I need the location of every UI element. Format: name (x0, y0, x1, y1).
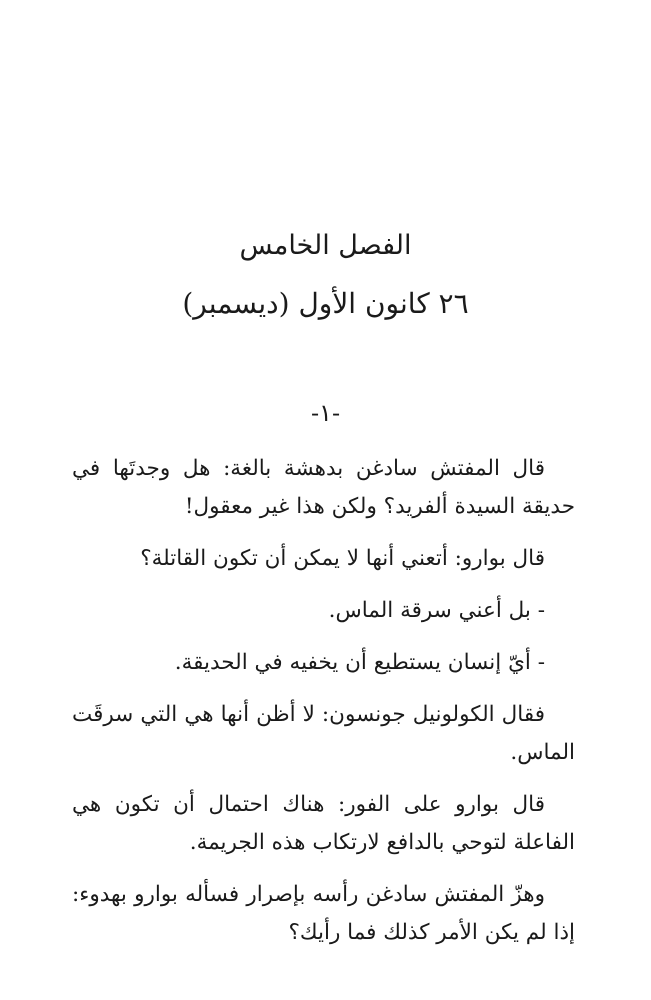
paragraph: وهزّ المفتش سادغن رأسه بإصرار فسأله بوارو بهدوء: إذا لم يكن الأمر كذلك فما رأيك؟ (72, 882, 575, 945)
paragraph: - أيّ إنسان يستطيع أن يخفيه في الحديقة. (174, 650, 545, 675)
paragraph: - بل أعني سرقة الماس. (328, 598, 545, 623)
paragraph: قال بوارو على الفور: هناك احتمال أن تكون هي الفاعلة لتوحي بالدافع لارتكاب هذه الجريمة. (72, 792, 575, 855)
section-number: -١- (310, 399, 341, 427)
body-text (72, 450, 575, 966)
paragraph: قال بوارو: أتعني أنها لا يمكن أن تكون القاتلة؟ (140, 546, 545, 571)
paragraph: قال المفتش سادغن بدهشة بالغة: هل وجدتَها في حديقة السيدة ألفريد؟ ولكن هذا غير معقول! (72, 456, 575, 519)
chapter-date: ٢٦ كانون الأول (ديسمبر) (182, 287, 469, 320)
paragraph: فقال الكولونيل جونسون: لا أظن أنها هي التي سرقَت الماس. (72, 702, 575, 765)
chapter-title: الفصل الخامس (239, 230, 412, 261)
